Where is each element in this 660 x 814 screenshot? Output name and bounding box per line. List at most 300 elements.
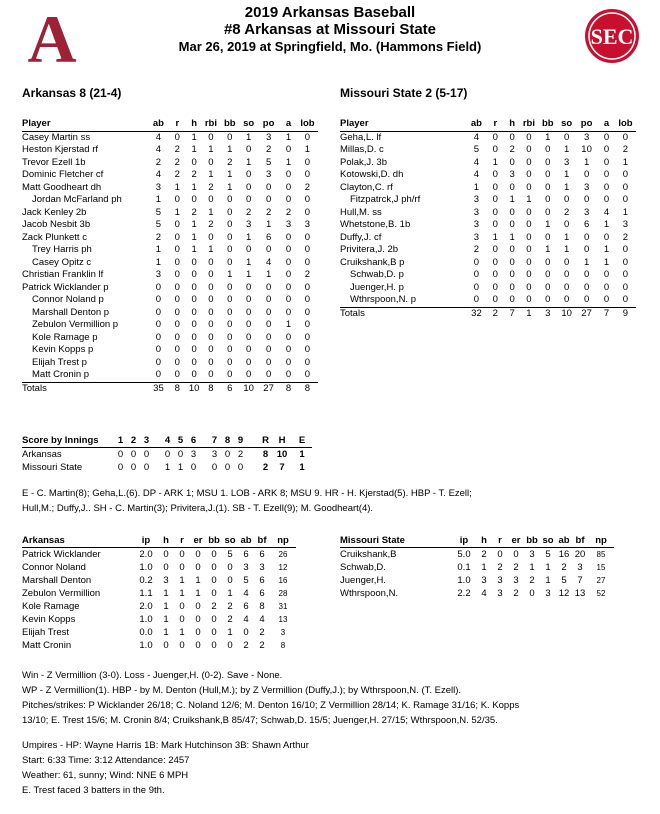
stat-cell: 9 — [615, 307, 636, 320]
player-name: Hull,M. ss — [340, 206, 382, 218]
player-name: Kole Ramage p — [32, 331, 98, 343]
player-name: Kevin Kopps p — [32, 344, 94, 355]
stat-cell: 3 — [583, 131, 590, 143]
stat-cell: 1 — [564, 231, 570, 243]
rhe-label: H — [272, 434, 292, 448]
inning-runs: 0 — [237, 462, 244, 473]
stat-cell: 3 — [265, 131, 272, 143]
stat-cell: 0 — [265, 306, 272, 318]
stat-cell: 0 — [304, 344, 311, 355]
player-row — [22, 269, 318, 282]
stat-cell: 1 — [622, 206, 629, 218]
stat-cell: 0 — [227, 256, 233, 268]
stat-cell: 0 — [155, 319, 162, 330]
svg-text:A: A — [27, 6, 77, 68]
svg-text:SEC: SEC — [590, 24, 634, 49]
stat-cell: 0 — [265, 281, 272, 293]
stat-cell: 2 — [174, 144, 180, 155]
stat-cell: 0 — [285, 294, 292, 305]
stat-cell: 1 — [564, 244, 570, 255]
stat-cell: 3 — [513, 575, 519, 586]
stat-cell: 0 — [285, 344, 292, 355]
stat-cell: 2 — [174, 169, 180, 180]
stat-cell: 1 — [179, 588, 185, 599]
stat-cell: 3 — [583, 181, 590, 193]
player-name: Whetstone,B. 1b — [340, 219, 411, 230]
stat-cell: 2 — [487, 307, 504, 320]
stat-cell: 1 — [174, 181, 180, 193]
inning-number: 6 — [187, 434, 200, 448]
stat-cell: 0 — [179, 614, 185, 625]
stat-cell: 10 — [558, 307, 575, 320]
away-pitching-table — [22, 534, 296, 652]
stat-cell: 0 — [545, 269, 551, 280]
stat-cell: 1 — [564, 169, 570, 180]
column-header: ab — [466, 118, 487, 131]
column-header: bf — [572, 534, 588, 548]
player-row — [22, 144, 318, 157]
player-name: Heston Kjerstad rf — [22, 144, 99, 155]
stat-cell: 52 — [596, 589, 606, 598]
pitcher-name: Wthrspoon,N. — [340, 588, 399, 599]
stat-cell: 26 — [278, 550, 288, 559]
stat-cell: 0.2 — [139, 575, 153, 586]
stat-cell: 0 — [473, 294, 480, 305]
column-header: ip — [452, 534, 476, 548]
pitcher-name: Elijah Trest — [22, 627, 69, 638]
stat-cell: 13 — [574, 588, 586, 599]
stat-cell: 0 — [526, 181, 532, 193]
stat-cell: 1 — [564, 181, 570, 193]
column-header: np — [588, 534, 614, 548]
player-row — [340, 294, 636, 307]
stat-cell: 1.0 — [457, 575, 471, 586]
stat-cell: 1 — [285, 319, 292, 330]
player-row — [22, 282, 318, 295]
column-header: bb — [206, 534, 222, 548]
totals-label: Totals — [340, 307, 466, 320]
column-header: a — [280, 118, 297, 131]
stat-cell: 0 — [564, 269, 570, 280]
team-name: Arkansas — [22, 449, 62, 460]
inning-runs: 0 — [117, 462, 124, 473]
stat-cell: 3 — [509, 169, 515, 180]
player-row — [340, 169, 636, 182]
stat-cell: 0 — [208, 156, 214, 168]
stat-cell: 0 — [583, 269, 590, 280]
stat-cell: 2.0 — [139, 601, 153, 612]
player-name: Zebulon Vermillion p — [32, 319, 119, 330]
stat-cell: 3 — [529, 549, 535, 560]
stat-cell: 0 — [208, 344, 214, 355]
stat-cell: 2 — [509, 144, 515, 155]
player-row — [22, 219, 318, 232]
stat-cell: 2.2 — [457, 588, 471, 599]
stat-cell: 0 — [155, 344, 162, 355]
team-name: Missouri State — [22, 462, 83, 473]
pitcher-row — [22, 561, 296, 574]
stat-cell: 0 — [246, 194, 252, 205]
stat-cell: 3 — [577, 562, 583, 573]
stat-cell: 4 — [243, 614, 249, 625]
stat-cell: 0 — [265, 319, 272, 330]
stat-cell: 1 — [208, 144, 214, 155]
stat-cell: 3 — [243, 562, 249, 573]
stat-cell: 0 — [174, 369, 180, 380]
stat-cell: 0 — [526, 131, 532, 143]
stat-cell: 0 — [211, 627, 217, 638]
stat-cell: 0 — [285, 169, 292, 180]
stat-cell: 0 — [285, 231, 292, 243]
weather-line: Weather: 61, sunny; Wind: NNE 6 MPH — [22, 770, 189, 781]
stat-cell: 0 — [195, 627, 201, 638]
stat-cell: 0 — [509, 294, 515, 305]
spacer — [247, 461, 259, 474]
stat-cell: 0 — [191, 306, 197, 318]
pitcher-name: Juenger,H. — [340, 575, 386, 586]
pitcher-name: Schwab,D. — [340, 562, 386, 573]
stat-cell: 7 — [577, 575, 583, 586]
stat-cell: 1 — [195, 575, 201, 586]
stat-cell: 1 — [163, 614, 169, 625]
stat-cell: 1 — [208, 206, 214, 218]
inning-number: 4 — [161, 434, 174, 448]
stat-cell: 0 — [155, 331, 162, 343]
stat-cell: 0 — [545, 144, 551, 155]
stat-cell: 0 — [208, 281, 214, 293]
player-name: Cruikshank,B p — [340, 256, 405, 268]
stat-cell: 0 — [304, 169, 311, 180]
column-header: Arkansas — [22, 534, 134, 548]
stat-cell: 2 — [285, 206, 292, 218]
player-row — [340, 257, 636, 270]
inning-runs: 1 — [177, 462, 184, 473]
stat-cell: 0 — [304, 244, 311, 255]
pitcher-row — [22, 626, 296, 639]
rhe-value: 8 — [262, 449, 269, 460]
stat-cell: 16 — [278, 576, 288, 585]
player-name: Zack Plunkett c — [22, 231, 87, 243]
stat-cell: 0 — [526, 244, 532, 255]
stat-cell: 1.0 — [139, 640, 153, 651]
stat-cell: 5 — [545, 549, 551, 560]
player-row — [22, 294, 318, 307]
stat-cell: 1 — [191, 131, 197, 143]
stat-cell: 0 — [174, 306, 180, 318]
stat-cell: 2 — [497, 562, 503, 573]
stat-cell: 0 — [285, 194, 292, 205]
stat-cell: 0 — [155, 294, 162, 305]
player-row — [340, 207, 636, 220]
rhe-value: 1 — [299, 462, 305, 473]
stat-cell: 0 — [191, 319, 197, 330]
column-header: Player — [22, 118, 148, 131]
stat-cell: 1 — [545, 562, 551, 573]
inning-number: 5 — [174, 434, 187, 448]
stat-cell: 0 — [265, 344, 272, 355]
spacer — [200, 434, 208, 448]
stat-cell: 6 — [219, 382, 240, 395]
stat-cell: 2 — [304, 181, 311, 193]
stat-cell: 0 — [526, 156, 532, 168]
inning-runs: 3 — [190, 449, 197, 460]
stat-cell: 3 — [497, 575, 503, 586]
stat-cell: 0 — [174, 319, 180, 330]
player-name: Marshall Denton p — [32, 306, 110, 318]
decisions-line: Win - Z Vermillion (3-0). Loss - Juenger,H. (0-2). Save - None. — [22, 670, 283, 681]
stat-cell: 31 — [278, 602, 288, 611]
player-name: Christian Franklin lf — [22, 269, 104, 280]
inning-runs: 0 — [143, 462, 150, 473]
inning-runs: 0 — [224, 449, 231, 460]
inning-runs: 0 — [177, 449, 184, 460]
column-header: er — [190, 534, 206, 548]
column-header: so — [540, 534, 556, 548]
stat-cell: 2 — [622, 144, 629, 155]
stat-cell: 3 — [473, 231, 480, 243]
stat-cell: 0 — [285, 369, 292, 380]
rhe-value: 1 — [299, 449, 305, 460]
linescore-team-row — [22, 448, 312, 462]
player-row — [22, 169, 318, 182]
pitcher-name: Kole Ramage — [22, 601, 80, 612]
stat-cell: 0 — [492, 169, 498, 180]
stat-cell: 85 — [596, 550, 606, 559]
stat-cell: 1 — [208, 244, 214, 255]
stat-cell: 1 — [583, 256, 590, 268]
stat-cell: 1 — [583, 156, 590, 168]
stat-cell: 0.0 — [139, 627, 153, 638]
stat-cell: 4 — [243, 588, 249, 599]
header-matchup: #8 Arkansas at Missouri State — [223, 21, 437, 38]
stat-cell: 0.1 — [457, 562, 471, 573]
stat-cell: 0 — [583, 244, 590, 255]
column-header: bf — [254, 534, 270, 548]
header-location: Mar 26, 2019 at Springfield, Mo. (Hammons Field) — [178, 39, 482, 54]
stat-cell: 4 — [481, 588, 487, 599]
player-name: Connor Noland p — [32, 294, 104, 305]
stat-cell: 0 — [246, 369, 252, 380]
inning-number: 8 — [221, 434, 234, 448]
stat-cell: 0 — [564, 131, 570, 143]
column-header: so — [222, 534, 238, 548]
stat-cell: 1 — [227, 627, 233, 638]
stat-cell: 3 — [473, 219, 480, 230]
stat-cell: 6 — [583, 219, 590, 230]
pitcher-name: Cruikshank,B — [340, 549, 397, 560]
stat-cell: 1 — [191, 244, 197, 255]
stat-cell: 2 — [529, 575, 535, 586]
column-header: bb — [524, 534, 540, 548]
stat-cell: 3 — [163, 575, 169, 586]
stat-cell: 1 — [545, 244, 551, 255]
player-row — [22, 207, 318, 220]
stat-cell: 0 — [174, 231, 180, 243]
player-name: Jack Kenley 2b — [22, 206, 87, 218]
stat-cell: 0 — [179, 640, 185, 651]
stat-cell: 8 — [297, 382, 318, 395]
stat-cell: 0 — [191, 331, 197, 343]
stat-cell: 28 — [278, 589, 288, 598]
stat-cell: 0 — [174, 344, 180, 355]
spacer — [247, 434, 259, 448]
stat-cell: 1 — [509, 231, 515, 243]
header-title: 2019 Arkansas Baseball — [244, 4, 416, 21]
stat-cell: 0 — [492, 194, 498, 205]
stat-cell: 0 — [227, 575, 233, 586]
stat-cell: 1 — [492, 156, 498, 168]
player-name: Matt Goodheart dh — [22, 181, 102, 193]
stat-cell: 0 — [622, 181, 629, 193]
stat-cell: 1 — [179, 627, 185, 638]
stat-cell: 0 — [265, 369, 272, 380]
player-row — [340, 182, 636, 195]
player-name: Wthrspoon,N. p — [350, 294, 416, 305]
stat-cell: 0 — [304, 319, 311, 330]
stat-cell: 0 — [603, 169, 610, 180]
stat-cell: 5 — [155, 219, 162, 230]
stat-cell: 1 — [492, 231, 498, 243]
stat-cell: 4 — [259, 614, 265, 625]
stat-cell: 2 — [227, 614, 233, 625]
stat-cell: 4 — [155, 169, 162, 180]
stat-cell: 0 — [211, 549, 217, 560]
stat-cell: 1 — [622, 156, 629, 168]
column-header: rbi — [521, 118, 538, 131]
pitcher-name: Patrick Wicklander — [22, 549, 101, 560]
pitcher-row — [340, 574, 614, 587]
stat-cell: 0 — [246, 356, 252, 368]
stat-cell: 1 — [246, 131, 252, 143]
stat-cell: 1 — [195, 588, 201, 599]
stat-cell: 0 — [564, 219, 570, 230]
stat-cell: 0 — [545, 206, 551, 218]
pitcher-row — [22, 613, 296, 626]
stat-cell: 1 — [227, 144, 233, 155]
stat-cell: 0 — [564, 194, 570, 205]
stat-cell: 0 — [304, 294, 311, 305]
stat-cell: 1 — [174, 206, 180, 218]
stat-cell: 27 — [257, 382, 280, 395]
player-name: Trey Harris ph — [32, 244, 92, 255]
stat-cell: 2 — [155, 231, 162, 243]
stat-cell: 6 — [259, 575, 265, 586]
stat-cell: 2 — [622, 231, 629, 243]
player-row — [340, 282, 636, 295]
away-batting-table — [22, 118, 318, 395]
stat-cell: 0 — [622, 294, 629, 305]
stat-cell: 0 — [191, 269, 197, 280]
stat-cell: 0 — [545, 169, 551, 180]
column-header: h — [476, 534, 492, 548]
inning-number: 3 — [140, 434, 153, 448]
page-header — [0, 4, 660, 55]
stat-cell: 0 — [622, 256, 629, 268]
spacer — [247, 448, 259, 462]
stat-cell: 5 — [155, 206, 162, 218]
column-header: ab — [238, 534, 254, 548]
rhe-value: 10 — [276, 449, 288, 460]
stat-cell: 0 — [583, 169, 590, 180]
player-name: Millas,D. c — [340, 144, 384, 155]
stat-cell: 13 — [278, 615, 288, 624]
stat-cell: 5 — [227, 549, 233, 560]
column-header: rbi — [203, 118, 220, 131]
stat-cell: 2 — [265, 206, 272, 218]
spacer — [200, 448, 208, 462]
column-header: a — [598, 118, 615, 131]
stat-cell: 0 — [492, 269, 498, 280]
stat-cell: 0 — [246, 281, 252, 293]
rhe-label: R — [259, 434, 272, 448]
stat-cell: 0 — [246, 294, 252, 305]
totals-row — [340, 307, 636, 320]
player-name: Schwab,D. p — [350, 269, 404, 280]
player-row — [22, 307, 318, 320]
column-header: h — [504, 118, 521, 131]
stat-cell: 0 — [191, 356, 197, 368]
stat-cell: 0 — [583, 281, 590, 293]
stat-cell: 0 — [285, 331, 292, 343]
stat-cell: 3 — [537, 307, 558, 320]
stat-cell: 3 — [155, 269, 162, 280]
pitches-strikes-line-1: Pitches/strikes: P Wicklander 26/18; C. Noland 12/6; M. Denton 16/10; Z Vermillion 28/14; K. Ramage 31/16; K. Kopps — [22, 700, 520, 711]
batting-header-row — [22, 118, 318, 131]
stat-cell: 0 — [227, 562, 233, 573]
player-name: Matt Cronin p — [32, 369, 90, 380]
column-header: ip — [134, 534, 158, 548]
player-row — [22, 332, 318, 345]
stat-cell: 1 — [246, 156, 252, 168]
stat-cell: 1 — [155, 256, 162, 268]
stat-cell: 1 — [163, 588, 169, 599]
stat-cell: 0 — [174, 294, 180, 305]
stat-cell: 7 — [598, 307, 615, 320]
stat-cell: 0 — [211, 614, 217, 625]
stat-cell: 6 — [243, 549, 249, 560]
column-header: ab — [556, 534, 572, 548]
stat-cell: 5 — [561, 575, 567, 586]
stat-cell: 0 — [208, 306, 214, 318]
stat-cell: 0 — [208, 269, 214, 280]
stat-cell: 0 — [174, 194, 180, 205]
stat-cell: 0 — [545, 281, 551, 293]
stat-cell: 2 — [191, 169, 197, 180]
inning-runs: 0 — [190, 462, 197, 473]
stat-cell: 4 — [473, 156, 480, 168]
stat-cell: 1 — [246, 269, 252, 280]
game-notes — [22, 486, 472, 516]
stat-cell: 0 — [304, 331, 311, 343]
stat-cell: 1 — [265, 219, 272, 230]
stat-cell: 3 — [545, 588, 551, 599]
stat-cell: 0 — [227, 331, 233, 343]
stat-cell: 0 — [191, 194, 197, 205]
stat-cell: 0 — [304, 306, 311, 318]
stat-cell: 0 — [622, 244, 629, 255]
stat-cell: 0 — [227, 294, 233, 305]
stat-cell: 1 — [227, 269, 233, 280]
stat-cell: 0 — [246, 244, 252, 255]
pitcher-row — [22, 639, 296, 652]
column-header: np — [270, 534, 296, 548]
inning-number: 7 — [208, 434, 221, 448]
stat-cell: 1 — [545, 219, 551, 230]
inning-runs: 2 — [237, 449, 244, 460]
player-row — [22, 244, 318, 257]
stat-cell: 8 — [259, 601, 265, 612]
inning-runs: 0 — [211, 462, 218, 473]
